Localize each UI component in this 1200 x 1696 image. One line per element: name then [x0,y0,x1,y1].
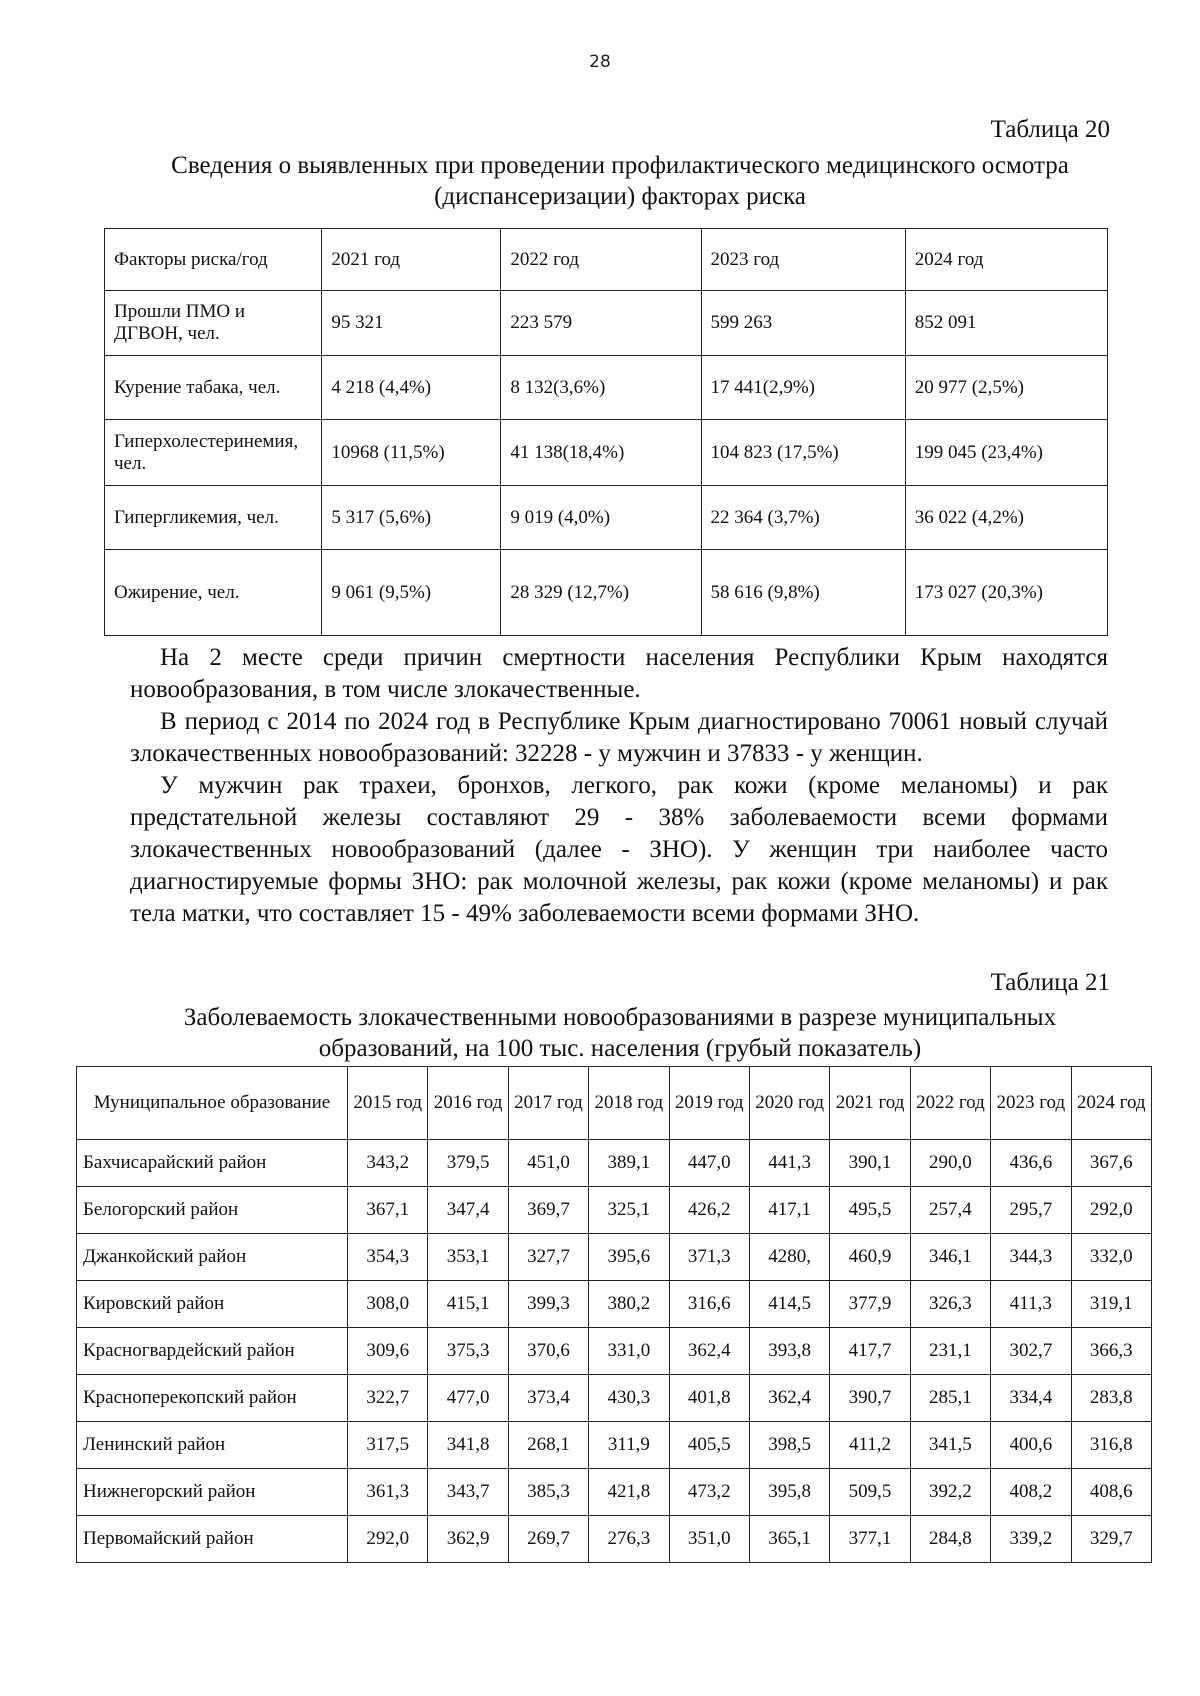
row-label: Прошли ПМО и ДГВОН, чел. [105,291,322,356]
header-cell: 2022 год [910,1067,990,1140]
table-cell: 414,5 [749,1281,829,1328]
table-cell: 411,3 [991,1281,1071,1328]
table-cell: 346,1 [910,1234,990,1281]
table-cell: 316,8 [1071,1422,1151,1469]
table-cell: 326,3 [910,1281,990,1328]
table-row [77,1516,1152,1563]
header-cell: 2021 год [830,1067,910,1140]
header-cell: Факторы риска/год [105,229,322,291]
table-cell: 408,2 [991,1469,1071,1516]
table-cell: 347,4 [428,1187,508,1234]
table-cell: 366,3 [1071,1328,1151,1375]
table-21-title: Заболеваемость злокачественными новообразованиями в разрезе муниципальных образований, на 100 тыс. населения (грубый показатель) [183,1004,1057,1062]
table-cell: 317,5 [348,1422,428,1469]
row-label: Кировский район [77,1281,348,1328]
row-label: Красноперекопский район [77,1375,348,1422]
paragraph: У мужчин рак трахеи, бронхов, легкого, рак кожи (кроме меланомы) и рак предстательной железы составляют 29 - 38% заболеваемости всеми формами злокачественных новообразований (далее - ЗНО). У женщин три наиболее часто диагностируемые формы ЗНО: рак молочной железы, рак кожи (кроме меланомы) и рак тела матки, что составляет 15 - 49% заболеваемости всеми формами ЗНО. [130,772,1108,927]
table-cell: 367,6 [1071,1140,1151,1187]
header-cell: 2021 год [322,229,501,291]
risk-factors-table [104,228,1108,636]
table-cell: 379,5 [428,1140,508,1187]
table-cell: 257,4 [910,1187,990,1234]
table-cell: 268,1 [508,1422,588,1469]
table-cell: 269,7 [508,1516,588,1563]
row-label: Красногвардейский район [77,1328,348,1375]
header-cell: 2018 год [589,1067,669,1140]
table-cell: 58 616 (9,8%) [701,550,905,636]
table-row [105,291,1108,356]
table-row [77,1187,1152,1234]
paragraph: В период с 2014 по 2024 год в Республике Крым диагностировано 70061 новый случай злокачественных новообразований: 32228 - у мужчин и 37833 - у женщин. [130,708,1108,767]
row-label: Гиперхолестеринемия, чел. [105,420,322,486]
table-cell: 354,3 [348,1234,428,1281]
table-cell: 292,0 [348,1516,428,1563]
table-cell: 362,4 [669,1328,749,1375]
table-cell: 373,4 [508,1375,588,1422]
table-cell: 390,7 [830,1375,910,1422]
table-cell: 339,2 [991,1516,1071,1563]
table-cell: 316,6 [669,1281,749,1328]
row-label: Ленинский район [77,1422,348,1469]
table-cell: 341,8 [428,1422,508,1469]
table-cell: 421,8 [589,1469,669,1516]
table-cell: 285,1 [910,1375,990,1422]
row-label: Первомайский район [77,1516,348,1563]
table-cell: 283,8 [1071,1375,1151,1422]
table-cell: 395,6 [589,1234,669,1281]
table-cell: 329,7 [1071,1516,1151,1563]
table-cell: 447,0 [669,1140,749,1187]
table-cell: 393,8 [749,1328,829,1375]
table-cell: 400,6 [991,1422,1071,1469]
table-cell: 417,7 [830,1328,910,1375]
row-label: Нижнегорский район [77,1469,348,1516]
table-cell: 9 019 (4,0%) [501,486,701,550]
table-cell: 477,0 [428,1375,508,1422]
table-cell: 173 027 (20,3%) [905,550,1107,636]
table-cell: 451,0 [508,1140,588,1187]
row-label: Ожирение, чел. [105,550,322,636]
body-text [130,642,1108,930]
table-cell: 344,3 [991,1234,1071,1281]
table-cell: 327,7 [508,1234,588,1281]
table-cell: 104 823 (17,5%) [701,420,905,486]
table-cell: 351,0 [669,1516,749,1563]
paragraph: На 2 месте среди причин смертности населения Республики Крым находятся новообразования, в том числе злокачественные. [130,644,1108,703]
table-cell: 322,7 [348,1375,428,1422]
table-cell: 341,5 [910,1422,990,1469]
table-cell: 343,7 [428,1469,508,1516]
header-cell: 2023 год [991,1067,1071,1140]
table-cell: 375,3 [428,1328,508,1375]
table-cell: 41 138(18,4%) [501,420,701,486]
table-cell: 4280, [749,1234,829,1281]
table-cell: 334,4 [991,1375,1071,1422]
table-cell: 362,4 [749,1375,829,1422]
row-label: Гипергликемия, чел. [105,486,322,550]
table-cell: 377,9 [830,1281,910,1328]
table-cell: 308,0 [348,1281,428,1328]
table-cell: 392,2 [910,1469,990,1516]
table-header-row [77,1067,1152,1140]
table-cell: 5 317 (5,6%) [322,486,501,550]
cancer-incidence-table [76,1066,1152,1563]
header-cell: Муниципальное образование [77,1067,348,1140]
table-cell: 343,2 [348,1140,428,1187]
table-cell: 415,1 [428,1281,508,1328]
table-cell: 17 441(2,9%) [701,356,905,420]
table-row [77,1422,1152,1469]
table-row [77,1328,1152,1375]
table-cell: 8 132(3,6%) [501,356,701,420]
table-cell: 95 321 [322,291,501,356]
table-row [77,1281,1152,1328]
table-cell: 389,1 [589,1140,669,1187]
table-row [77,1375,1152,1422]
table-cell: 353,1 [428,1234,508,1281]
table-cell: 223 579 [501,291,701,356]
table-cell: 441,3 [749,1140,829,1187]
table-20-title: Сведения о выявленных при проведении профилактического медицинского осмотра (диспансеризации) факторах риска [171,152,1069,210]
table-row [105,486,1108,550]
table-cell: 22 364 (3,7%) [701,486,905,550]
header-cell: 2016 год [428,1067,508,1140]
table-cell: 311,9 [589,1422,669,1469]
table-cell: 408,6 [1071,1469,1151,1516]
table-cell: 4 218 (4,4%) [322,356,501,420]
table-cell: 370,6 [508,1328,588,1375]
table-row [77,1140,1152,1187]
table-cell: 430,3 [589,1375,669,1422]
page-number: 28 [589,52,611,72]
table-cell: 401,8 [669,1375,749,1422]
table-cell: 509,5 [830,1469,910,1516]
table-cell: 852 091 [905,291,1107,356]
header-cell: 2020 год [749,1067,829,1140]
table-cell: 390,1 [830,1140,910,1187]
header-cell: 2019 год [669,1067,749,1140]
table-cell: 426,2 [669,1187,749,1234]
table-cell: 362,9 [428,1516,508,1563]
table-cell: 371,3 [669,1234,749,1281]
table-header-row [105,229,1108,291]
table-cell: 405,5 [669,1422,749,1469]
table-cell: 599 263 [701,291,905,356]
table-cell: 20 977 (2,5%) [905,356,1107,420]
table-cell: 380,2 [589,1281,669,1328]
table-row [105,550,1108,636]
table-cell: 369,7 [508,1187,588,1234]
table-cell: 460,9 [830,1234,910,1281]
table-cell: 398,5 [749,1422,829,1469]
header-cell: 2024 год [1071,1067,1151,1140]
row-label: Джанкойский район [77,1234,348,1281]
table-cell: 9 061 (9,5%) [322,550,501,636]
table-cell: 36 022 (4,2%) [905,486,1107,550]
table-cell: 28 329 (12,7%) [501,550,701,636]
table-cell: 302,7 [991,1328,1071,1375]
header-cell: 2022 год [501,229,701,291]
row-label: Белогорский район [77,1187,348,1234]
table-cell: 395,8 [749,1469,829,1516]
table-cell: 495,5 [830,1187,910,1234]
row-label: Бахчисарайский район [77,1140,348,1187]
table-cell: 309,6 [348,1328,428,1375]
table-cell: 295,7 [991,1187,1071,1234]
table-cell: 411,2 [830,1422,910,1469]
table-cell: 10968 (11,5%) [322,420,501,486]
table-row [105,356,1108,420]
table-cell: 292,0 [1071,1187,1151,1234]
table-cell: 473,2 [669,1469,749,1516]
header-cell: 2015 год [348,1067,428,1140]
row-label: Курение табака, чел. [105,356,322,420]
header-cell: 2024 год [905,229,1107,291]
table-row [77,1469,1152,1516]
table-cell: 332,0 [1071,1234,1151,1281]
table-cell: 276,3 [589,1516,669,1563]
table-row [105,420,1108,486]
table-cell: 331,0 [589,1328,669,1375]
table-cell: 367,1 [348,1187,428,1234]
table-cell: 436,6 [991,1140,1071,1187]
table-body [77,1140,1152,1563]
table-cell: 365,1 [749,1516,829,1563]
header-cell: 2017 год [508,1067,588,1140]
table-cell: 325,1 [589,1187,669,1234]
table-cell: 399,3 [508,1281,588,1328]
table-cell: 231,1 [910,1328,990,1375]
table-cell: 385,3 [508,1469,588,1516]
table-row [77,1234,1152,1281]
table-cell: 290,0 [910,1140,990,1187]
header-cell: 2023 год [701,229,905,291]
table-cell: 284,8 [910,1516,990,1563]
table-cell: 199 045 (23,4%) [905,420,1107,486]
table-cell: 377,1 [830,1516,910,1563]
table-21-label: Таблица 21 [990,969,1110,996]
table-cell: 319,1 [1071,1281,1151,1328]
table-cell: 417,1 [749,1187,829,1234]
table-20-label: Таблица 20 [990,116,1110,143]
table-cell: 361,3 [348,1469,428,1516]
